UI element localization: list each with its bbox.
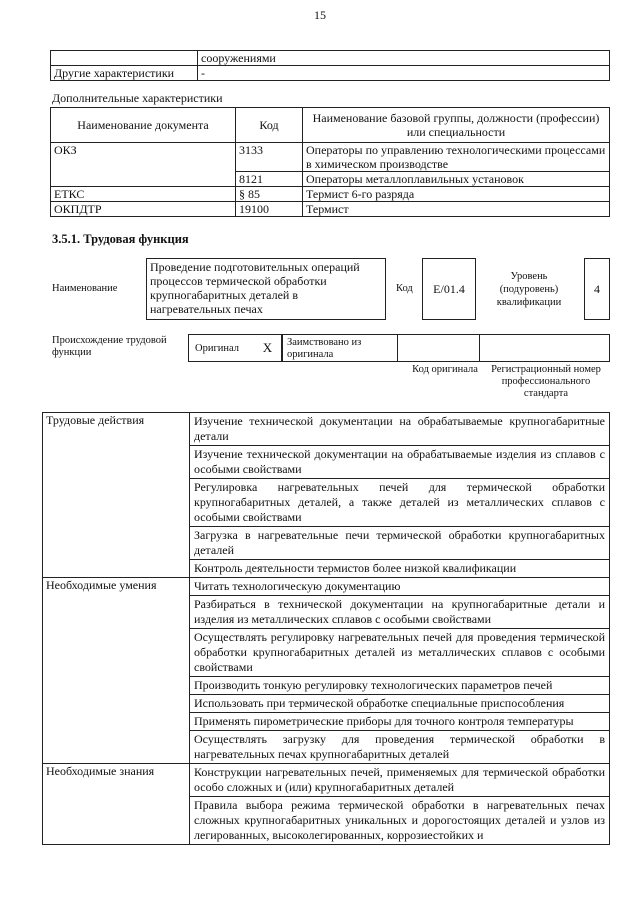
section-title: 3.5.1. Трудовая функция <box>52 232 189 246</box>
column-header: Наименование документа <box>51 108 236 143</box>
table-row <box>43 413 610 446</box>
column-header: Код <box>236 108 303 143</box>
table-row <box>43 578 610 596</box>
table-cell: Другие характеристики <box>51 66 198 81</box>
table-cell: сооружениями <box>198 51 610 66</box>
table-cell: Разбираться в технической документации на крупногабаритные детали и изделия из металлических сплавов с особыми свойствами <box>190 596 610 629</box>
table-cell: Читать технологическую документацию <box>190 578 610 596</box>
original-cell <box>188 334 254 362</box>
category-cell: Необходимые знания <box>43 764 190 845</box>
table-row <box>51 187 610 202</box>
category-cell: Трудовые действия <box>43 413 190 578</box>
page-number: 15 <box>314 8 326 22</box>
table-cell: Применять пирометрические приборы для точного контроля температуры <box>190 713 610 731</box>
table-cell: Контроль деятельности термистов более низкой квалификации <box>190 560 610 578</box>
level-value-box <box>584 258 610 320</box>
original-mark-cell <box>254 334 282 362</box>
column-header: Наименование базовой группы, должности (профессии) или специальности <box>303 108 610 143</box>
table-cell: Изучение технической документации на обрабатываемые изделия из сплавов с особыми свойствами <box>190 446 610 479</box>
table-cell: - <box>198 66 610 81</box>
category-cell: Необходимые умения <box>43 578 190 764</box>
table-cell: Изучение технической документации на обрабатываемые крупногабаритные детали <box>190 413 610 446</box>
table-cell: ЕТКС <box>51 187 236 202</box>
table-cell: Использовать при термической обработке специальные приспособления <box>190 695 610 713</box>
code-caption: Код оригинала <box>412 364 478 375</box>
table-cell: 19100 <box>236 202 303 217</box>
borrowed-label: Заимствовано из оригинала <box>287 337 362 360</box>
table-cell <box>51 51 198 66</box>
name-label: Наименование <box>52 283 118 294</box>
table-cell: Операторы по управлению технологическими процессами в химическом производстве <box>303 143 610 172</box>
table-header-row <box>51 108 610 143</box>
table-cell: Операторы металлоплавильных установок <box>303 172 610 187</box>
borrowed-cell <box>282 334 398 362</box>
table-cell: ОКЗ <box>51 143 236 187</box>
table-row <box>51 143 610 172</box>
table-cell: Конструкции нагревательных печей, применяемых для термической обработки особо сложных и (или) крупногабаритных деталей <box>190 764 610 797</box>
original-mark: X <box>262 340 273 355</box>
table-cell: Термист <box>303 202 610 217</box>
origin-empty-cell <box>398 334 480 362</box>
level-value: 4 <box>594 281 600 296</box>
table-cell: Регулировка нагревательных печей для термической обработки крупногабаритных деталей, а также деталей из металлических сплавов с особыми свойствами <box>190 479 610 527</box>
table-row <box>51 51 610 66</box>
table-cell: Правила выбора режима термической обработки в нагревательных печах сложных крупногабаритных уникальных и дорогостоящих деталей и узлов из легированных, высоколегированных, коррозиестойких и <box>190 797 610 845</box>
reg-caption: Регистрационный номер профессионального стандарта <box>491 364 601 399</box>
original-label: Оригинал <box>195 343 239 354</box>
table-cell: § 85 <box>236 187 303 202</box>
table-row <box>43 764 610 797</box>
function-details-table <box>42 412 610 845</box>
table-cell: Осуществлять загрузку для проведения термической обработки в нагревательных печах крупногабаритных деталей <box>190 731 610 764</box>
origin-label: Происхождение трудовой функции <box>52 335 167 358</box>
level-label: Уровень (подуровень) квалификации <box>496 271 562 308</box>
table-cell: Загрузка в нагревательные печи термической обработки крупногабаритных деталей <box>190 527 610 560</box>
table-cell: 8121 <box>236 172 303 187</box>
extra-characteristics-title: Дополнительные характеристики <box>52 91 223 105</box>
top-table <box>50 50 610 81</box>
table-row <box>51 66 610 81</box>
table-cell: Производить тонкую регулировку технологических параметров печей <box>190 677 610 695</box>
function-name-box: Проведение подготовительных операций процессов термической обработки крупногабаритных деталей в нагревательных печах <box>146 258 386 320</box>
table-cell: Термист 6-го разряда <box>303 187 610 202</box>
code-value-box <box>422 258 476 320</box>
origin-code-cell <box>480 334 610 362</box>
code-value: Е/01.4 <box>433 281 465 296</box>
table-cell: Осуществлять регулировку нагревательных печей для проведения термической обработки крупногабаритных деталей из металлических сплавов с особыми свойствами <box>190 629 610 677</box>
table-row <box>51 202 610 217</box>
origin-row <box>188 334 610 362</box>
extra-characteristics-table <box>50 107 610 217</box>
table-cell: 3133 <box>236 143 303 172</box>
code-label: Код <box>396 283 413 294</box>
table-cell: ОКПДТР <box>51 202 236 217</box>
